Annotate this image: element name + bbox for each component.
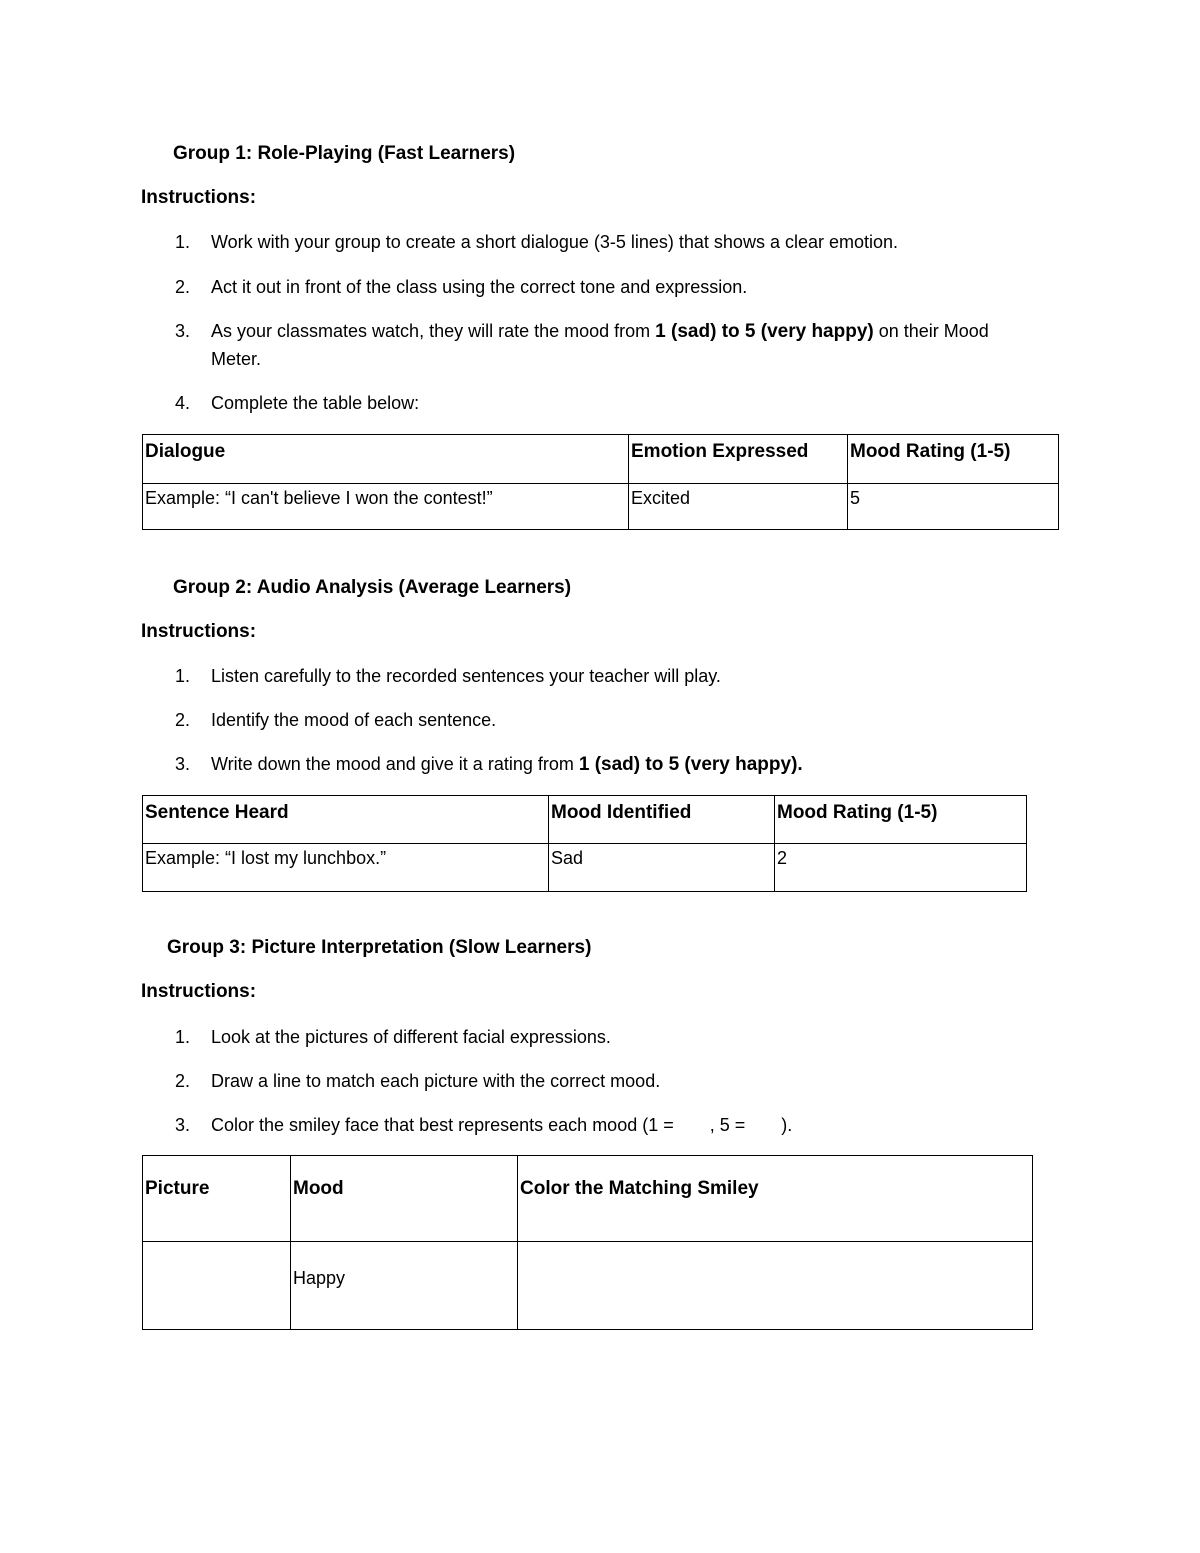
cell-rating: 5	[848, 484, 1059, 530]
cell-rating: 2	[775, 844, 1027, 892]
header-picture: Picture	[143, 1156, 291, 1242]
group1-step-3	[175, 321, 1075, 377]
step-text-part: on their Mood	[873, 321, 989, 341]
step-text-part: Color the smiley face that best represents each mood (1 =	[211, 1115, 674, 1135]
step-number: 2.	[175, 710, 191, 730]
group2-step-2	[175, 710, 1075, 734]
step-text: Identify the mood of each sentence.	[211, 710, 497, 730]
step-text: Work with your group to create a short dialogue (3-5 lines) that shows a clear emotion.	[211, 232, 899, 252]
sad-smiley-icon	[674, 1117, 710, 1135]
step-text-part: ).	[781, 1115, 793, 1135]
header-mood-rating: Mood Rating (1-5)	[848, 435, 1059, 484]
group3-step-2	[175, 1071, 1075, 1095]
step-text	[211, 754, 803, 776]
step-text: Act it out in front of the class using the correct tone and expression.	[211, 277, 748, 297]
group2-instructions-label: Instructions:	[141, 621, 257, 642]
header-mood-rating: Mood Rating (1-5)	[775, 796, 1027, 844]
group1-table	[142, 434, 1059, 530]
table-header-row	[143, 435, 1059, 484]
cell-emotion: Excited	[629, 484, 848, 530]
table-row	[143, 1242, 1033, 1330]
step-text	[211, 1115, 792, 1136]
group1-step-2	[175, 277, 1075, 301]
step-number: 3.	[175, 1115, 191, 1135]
group2-heading: Group 2: Audio Analysis (Average Learners)	[173, 577, 572, 598]
step-text	[211, 321, 989, 343]
group3-instructions-label: Instructions:	[141, 981, 257, 1002]
step-text-part: , 5 =	[709, 1115, 746, 1135]
table-row	[143, 844, 1027, 892]
group2-step-3	[175, 754, 1075, 778]
header-dialogue: Dialogue	[143, 435, 629, 484]
group2-table	[142, 795, 1027, 892]
cell-dialogue: Example: “I can't believe I won the contest!”	[143, 484, 629, 530]
group3-step-1	[175, 1027, 1075, 1051]
step-text: Complete the table below:	[211, 393, 420, 413]
step-number: 4.	[175, 393, 191, 413]
cell-smiley	[518, 1242, 1033, 1330]
header-sentence-heard: Sentence Heard	[143, 796, 549, 844]
step-text-part: As your classmates watch, they will rate the mood from	[211, 321, 656, 341]
step-text-bold: 1 (sad) to 5 (very happy)	[655, 321, 874, 342]
step-number: 2.	[175, 1071, 191, 1091]
table-header-row	[143, 1156, 1033, 1242]
step-text: Look at the pictures of different facial expressions.	[211, 1027, 611, 1047]
group1-instructions-label: Instructions:	[141, 187, 257, 208]
step-number: 2.	[175, 277, 191, 297]
step-text: Draw a line to match each picture with the correct mood.	[211, 1071, 661, 1091]
group3-step-3	[175, 1115, 1075, 1139]
cell-sentence: Example: “I lost my lunchbox.”	[143, 844, 549, 892]
step-text-part: Write down the mood and give it a rating from	[211, 754, 579, 774]
group3-table	[142, 1155, 1033, 1330]
header-color-smiley: Color the Matching Smiley	[518, 1156, 1033, 1242]
cell-picture	[143, 1242, 291, 1330]
step-number: 3.	[175, 754, 191, 774]
step-text-line2: Meter.	[211, 349, 262, 369]
header-mood-identified: Mood Identified	[549, 796, 775, 844]
group1-step-1	[175, 232, 1075, 256]
header-mood: Mood	[291, 1156, 518, 1242]
happy-smiley-icon	[745, 1117, 781, 1135]
group1-heading: Group 1: Role-Playing (Fast Learners)	[173, 143, 516, 164]
group2-step-1	[175, 666, 1075, 690]
group3-heading: Group 3: Picture Interpretation (Slow Learners)	[167, 937, 592, 958]
step-text-bold: 1 (sad) to 5 (very happy).	[578, 754, 803, 775]
step-number: 3.	[175, 321, 191, 341]
table-header-row	[143, 796, 1027, 844]
header-emotion-expressed: Emotion Expressed	[629, 435, 848, 484]
table-row	[143, 484, 1059, 530]
step-number: 1.	[175, 666, 191, 686]
step-text: Listen carefully to the recorded sentences your teacher will play.	[211, 666, 721, 686]
group1-step-4	[175, 393, 1075, 417]
step-number: 1.	[175, 232, 191, 252]
cell-mood: Sad	[549, 844, 775, 892]
cell-mood: Happy	[291, 1242, 518, 1330]
step-number: 1.	[175, 1027, 191, 1047]
